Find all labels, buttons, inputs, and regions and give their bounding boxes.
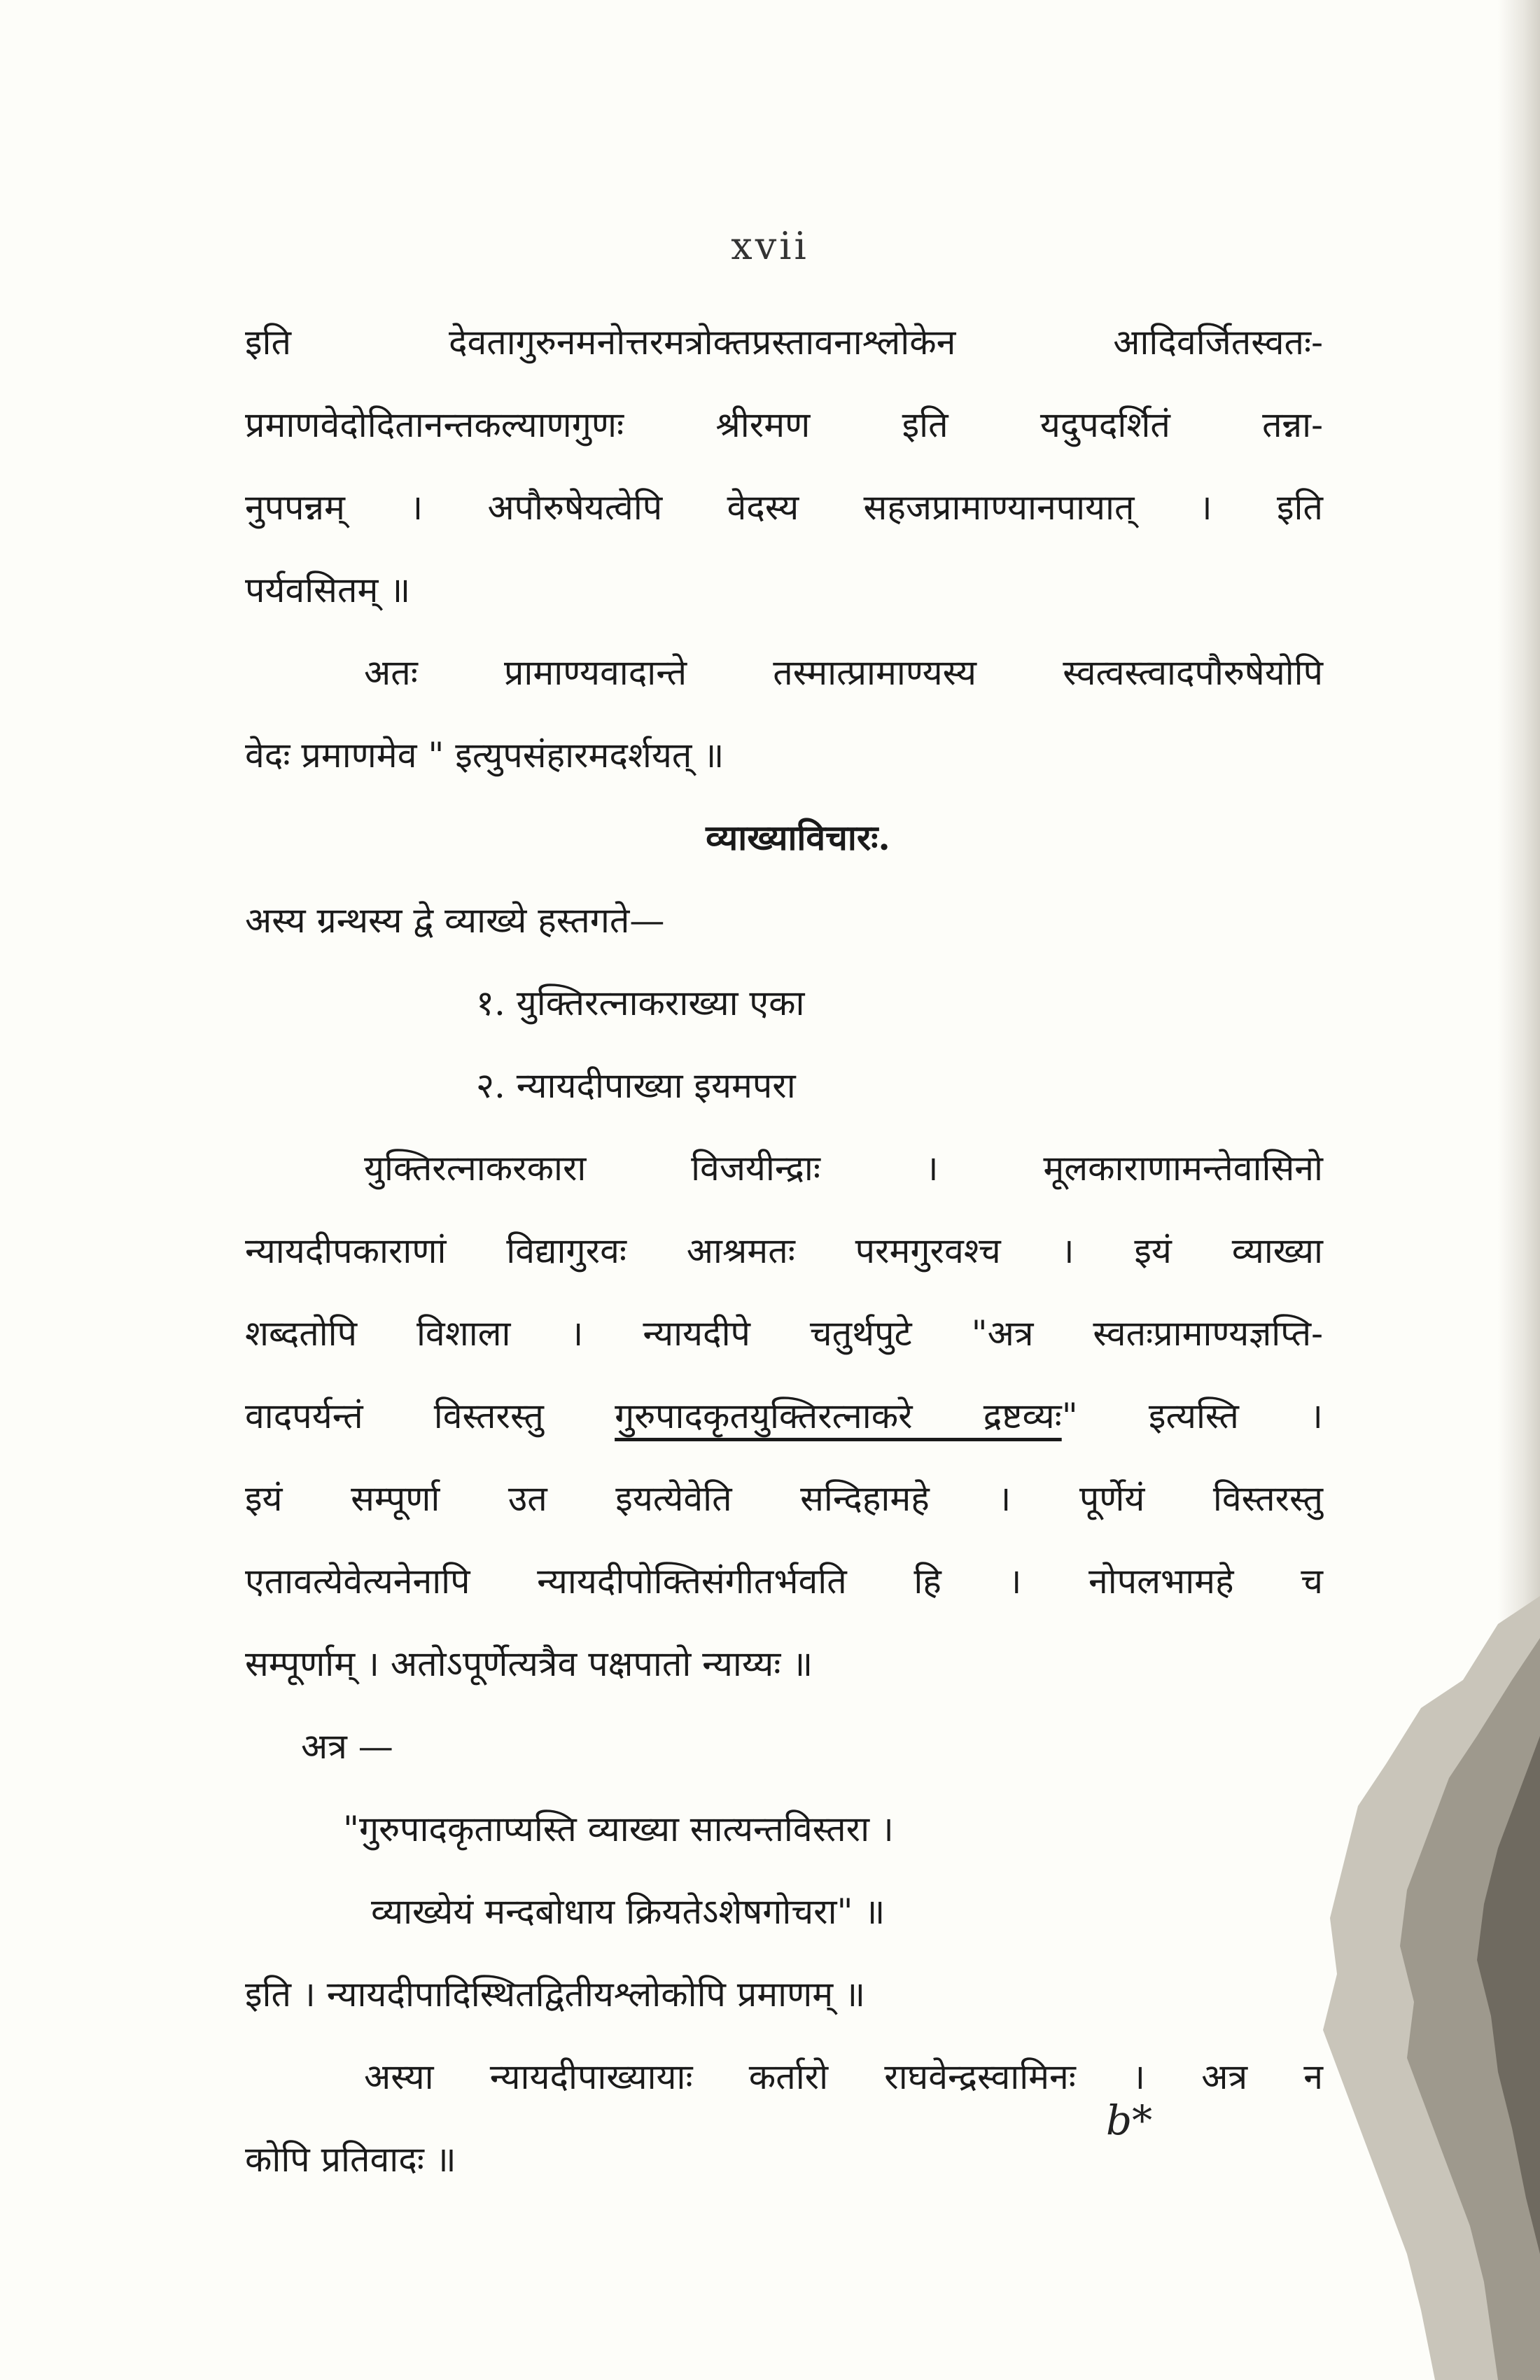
underlined-reference: गुरुपादकृतयुक्तिरत्नाकरे द्रष्टव्यः <box>615 1396 1062 1436</box>
page-body <box>245 301 1323 2201</box>
text-line: सम्पूर्णाम् । अतोऽपूर्णेत्यत्रैव पक्षपातो न्याय्यः ॥ <box>245 1644 813 1684</box>
text-line: कोपि प्रतिवादः ॥ <box>245 2139 456 2180</box>
verse-line: व्याख्येयं मन्दबोधाय क्रियतेऽशेषगोचरा" ॥ <box>371 1891 886 1932</box>
text-line: वेदः प्रमाणमेव " इत्युपसंहारमदर्शयत् ॥ <box>245 735 724 776</box>
text-line: युक्तिरत्नाकरकारा विजयीन्द्राः । मूलकाराणामन्तेवासिनो <box>364 1148 1323 1189</box>
section-heading: व्याख्याविचारः. <box>706 817 890 858</box>
text-line: नुपपन्नम् । अपौरुषेयत्वेपि वेदस्य सहजप्रामाण्यानपायात् । इति <box>245 487 1323 528</box>
text-line: अतः प्रामाण्यवादान्ते तस्मात्प्रामाण्यस्य स्वत्वस्त्वादपौरुषेयोपि <box>364 652 1323 693</box>
text-line: अत्र — <box>301 1726 393 1767</box>
text-line: इयं सम्पूर्णा उत इयत्येवेति सन्दिहामहे । पूर्णेयं विस्तरस्तु <box>245 1478 1323 1519</box>
page-number: xvii <box>731 224 809 268</box>
list-item: १. युक्तिरत्नाकराख्या एका <box>476 983 805 1023</box>
text-line: अस्य ग्रन्थस्य द्वे व्याख्ये हस्तगते— <box>245 900 665 941</box>
text-segment: " इत्यस्ति । <box>1061 1396 1323 1436</box>
text-line: इति । न्यायदीपादिस्थितद्वितीयश्लोकोपि प्रमाणम् ॥ <box>245 1974 866 2015</box>
verse-line: "गुरुपादकृताप्यस्ति व्याख्या सात्यन्तविस्तरा । <box>343 1809 894 1849</box>
text-line: न्यायदीपकाराणां विद्यागुरवः आश्रमतः परमगुरवश्च । इयं व्याख्या <box>245 1231 1323 1271</box>
text-line-with-underline <box>245 1375 1323 1457</box>
text-segment: वादपर्यन्तं विस्तरस्तु <box>245 1396 615 1436</box>
text-line: अस्या न्यायदीपाख्यायाः कर्तारो राघवेन्द्रस्वामिनः । अत्र न <box>364 2057 1323 2097</box>
signature-mark: b* <box>1106 2096 1153 2144</box>
list-item: २. न्यायदीपाख्या इयमपरा <box>476 1065 796 1106</box>
text-line: प्रमाणवेदोदितानन्तकल्याणगुणः श्रीरमण इति यदुपदर्शितं तन्ना- <box>245 405 1323 445</box>
text-line: शब्दतोपि विशाला । न्यायदीपे चतुर्थपुटे "अत्र स्वतःप्रामाण्यज्ञप्ति- <box>245 1313 1323 1354</box>
text-line: एतावत्येवेत्यनेनापि न्यायदीपोक्तिसंगीतर्भवति हि । नोपलभामहे च <box>245 1561 1323 1602</box>
text-line: पर्यवसितम् ॥ <box>245 570 411 610</box>
text-line: इति देवतागुरुनमनोत्तरमत्रोक्तप्रस्तावनाश्लोकेन आदिवर्जितस्वतः- <box>245 322 1323 363</box>
